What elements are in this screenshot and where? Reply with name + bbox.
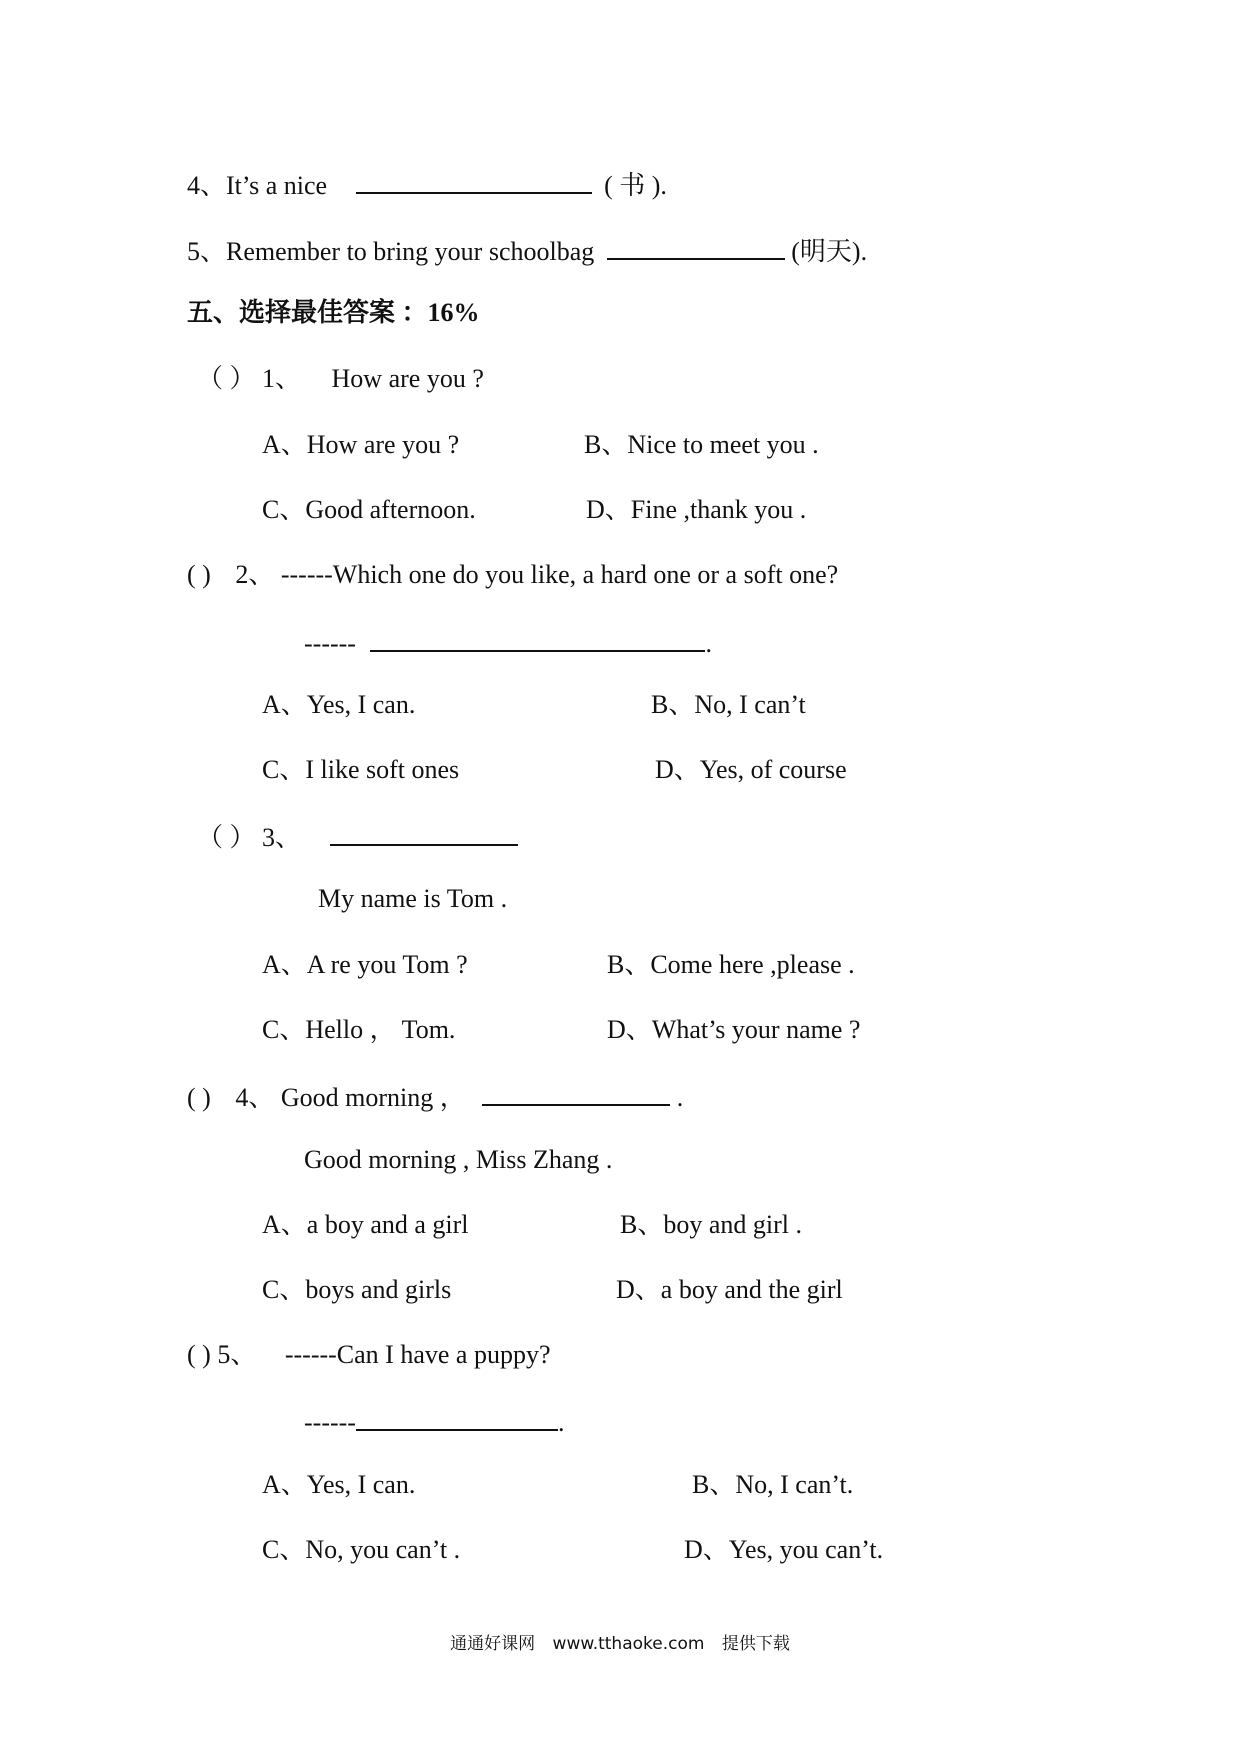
option-c[interactable]: C、No, you can’t . xyxy=(262,1535,461,1564)
reply-prefix: ------ xyxy=(304,629,356,658)
question-number: 1、 xyxy=(262,364,302,393)
page-footer xyxy=(0,1633,1240,1655)
answer-blank[interactable] xyxy=(356,166,592,194)
fill-question-5 xyxy=(187,232,867,269)
option-b[interactable]: B、No, I can’t. xyxy=(692,1470,854,1499)
option-c[interactable]: C、Good afternoon. xyxy=(262,495,476,524)
question-number: 2、 xyxy=(235,560,275,589)
fill-question-4 xyxy=(187,166,667,203)
question-text: 4、It’s a nice xyxy=(187,171,328,200)
option-d[interactable]: D、What’s your name ? xyxy=(607,1015,861,1044)
option-b[interactable]: B、No, I can’t xyxy=(651,690,806,719)
reply-prefix: ------ xyxy=(304,1408,356,1437)
option-c[interactable]: C、Hello ， Tom. xyxy=(262,1015,456,1044)
option-c[interactable]: C、boys and girls xyxy=(262,1275,452,1304)
answer-bracket[interactable]: （ ） xyxy=(197,823,256,852)
hint-text: (明天). xyxy=(791,237,868,266)
question-number: 3、 xyxy=(262,823,302,852)
option-b[interactable]: B、Nice to meet you . xyxy=(584,430,819,459)
question-text: 5、Remember to bring your schoolbag xyxy=(187,237,595,266)
option-a[interactable]: A、Yes, I can. xyxy=(262,1470,416,1499)
footer-url[interactable]: www.tthaoke.com xyxy=(552,1634,705,1654)
question-stem: Good morning ， xyxy=(280,1083,466,1112)
answer-blank[interactable] xyxy=(356,1403,558,1431)
option-d[interactable]: D、Yes, of course xyxy=(655,755,847,784)
option-c[interactable]: C、I like soft ones xyxy=(262,755,460,784)
answer-line: Good morning , Miss Zhang . xyxy=(304,1145,613,1174)
answer-blank[interactable] xyxy=(482,1078,670,1106)
question-stem: How are you ? xyxy=(331,364,484,393)
mc-question-4 xyxy=(187,1078,683,1115)
option-b[interactable]: B、boy and girl . xyxy=(620,1210,802,1239)
option-a[interactable]: A、Yes, I can. xyxy=(262,690,416,719)
answer-blank[interactable] xyxy=(607,232,785,260)
answer-bracket[interactable]: ( ) xyxy=(187,560,211,589)
option-d[interactable]: D、Fine ,thank you . xyxy=(586,495,807,524)
option-a[interactable]: A、How are you ? xyxy=(262,430,460,459)
question-stem: ------Which one do you like, a hard one or a soft one? xyxy=(280,560,839,589)
option-d[interactable]: D、a boy and the girl xyxy=(616,1275,843,1304)
footer-site-name: 通通好课网 xyxy=(450,1634,536,1654)
option-a[interactable]: A、A re you Tom ? xyxy=(262,950,468,979)
question-number: 5、 xyxy=(217,1340,257,1369)
mc-question-2 xyxy=(187,558,838,592)
option-d[interactable]: D、Yes, you can’t. xyxy=(684,1535,884,1564)
option-b[interactable]: B、Come here ,please . xyxy=(607,950,855,979)
reply-suffix: . xyxy=(705,629,712,658)
option-a[interactable]: A、a boy and a girl xyxy=(262,1210,469,1239)
reply-line xyxy=(304,1403,564,1440)
answer-bracket[interactable]: ( ) xyxy=(187,1083,211,1112)
answer-bracket[interactable]: （ ） xyxy=(197,364,256,393)
mc-question-1 xyxy=(197,362,484,396)
question-stem: ------Can I have a puppy? xyxy=(284,1340,551,1369)
answer-blank[interactable] xyxy=(370,624,705,652)
answer-blank[interactable] xyxy=(330,818,518,846)
stem-suffix: . xyxy=(676,1083,684,1112)
reply-line xyxy=(304,624,712,661)
mc-question-5 xyxy=(187,1338,551,1372)
question-number: 4、 xyxy=(235,1083,275,1112)
answer-line: My name is Tom . xyxy=(318,884,508,913)
mc-question-3 xyxy=(197,818,518,855)
hint-text: ( 书 ). xyxy=(604,171,667,200)
section-title: 五、选择最佳答案 ：16% xyxy=(187,298,480,327)
reply-suffix: . xyxy=(557,1408,565,1437)
footer-note: 提供下载 xyxy=(721,1634,790,1654)
section-heading xyxy=(187,296,480,330)
answer-bracket[interactable]: ( ) xyxy=(187,1340,211,1369)
